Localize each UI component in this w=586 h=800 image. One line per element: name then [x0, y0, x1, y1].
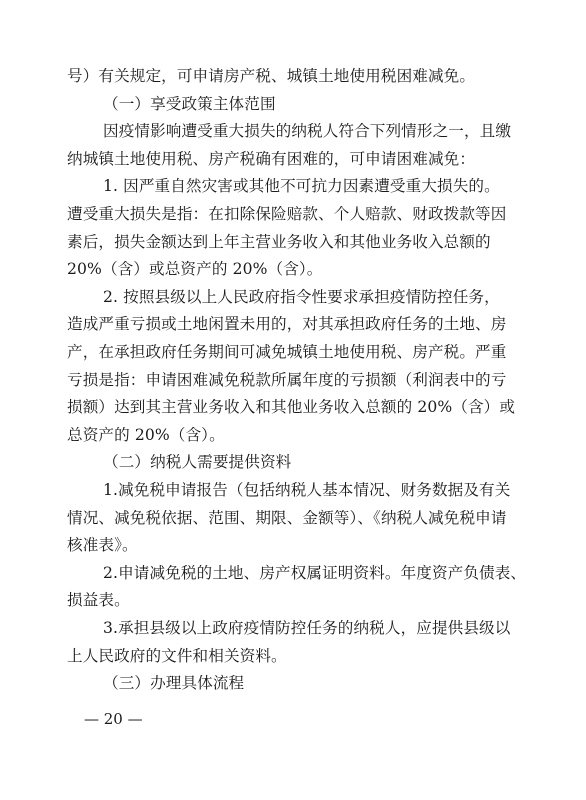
text-line-20: 损益表。 [67, 591, 130, 610]
text-line-12: 亏损是指：申请困难减免税款所属年度的亏损额（利润表中的亏 [67, 370, 507, 389]
text-line-10: 造成严重亏损或土地闲置未用的，对其承担政府任务的土地、房 [67, 315, 507, 334]
text-line-18: 核准表》。 [67, 536, 138, 555]
text-line-21: 3.承担县级以上政府疫情防控任务的纳税人，应提供县级以 [103, 619, 511, 637]
text-line-11: 产，在承担政府任务期间可减免城镇土地使用税、房产税。严重 [67, 343, 507, 361]
text-line-22: 上人民政府的文件和相关资料。 [67, 646, 287, 665]
text-line-17: 情况、减免税依据、范围、期限、金额等）、《纳税人减免税申请 [67, 508, 507, 527]
section-heading-1: （一）享受政策主体范围 [103, 94, 276, 113]
page-number: — 20 — [84, 710, 143, 728]
text-line-5: 1. 因严重自然灾害或其他不可抗力因素遭受重大损失的。 [103, 177, 500, 196]
section-heading-2: （二）纳税人需要提供资料 [103, 453, 292, 472]
text-line-4: 纳城镇土地使用税、房产税确有困难的，可申请困难减免： [67, 149, 476, 168]
text-line-19: 2.申请减免税的土地、房产权属证明资料。年度资产负债表、 [103, 563, 527, 582]
text-line-1: 号）有关规定，可申请房产税、城镇土地使用税困难减免。 [67, 67, 476, 85]
text-line-9: 2. 按照县级以上人民政府指令性要求承担疫情防控任务， [103, 287, 500, 306]
text-line-8: 20%（含）或总资产的 20%（含）。 [67, 260, 323, 279]
text-line-14: 总资产的 20%（含）。 [67, 425, 225, 444]
text-line-6: 遭受重大损失是指：在扣除保险赔款、个人赔款、财政拨款等因 [67, 205, 507, 223]
text-line-3: 因疫情影响遭受重大损失的纳税人符合下列情形之一，且缴 [103, 122, 512, 141]
text-line-16: 1.减免税申请报告（包括纳税人基本情况、财务数据及有关 [103, 481, 511, 499]
text-line-13: 损额）达到其主营业务收入和其他业务收入总额的 20%（含）或 [67, 398, 516, 417]
text-line-7: 素后，损失金额达到上年主营业务收入和其他业务收入总额的 [67, 232, 491, 251]
section-heading-3: （三）办理具体流程 [103, 674, 245, 693]
